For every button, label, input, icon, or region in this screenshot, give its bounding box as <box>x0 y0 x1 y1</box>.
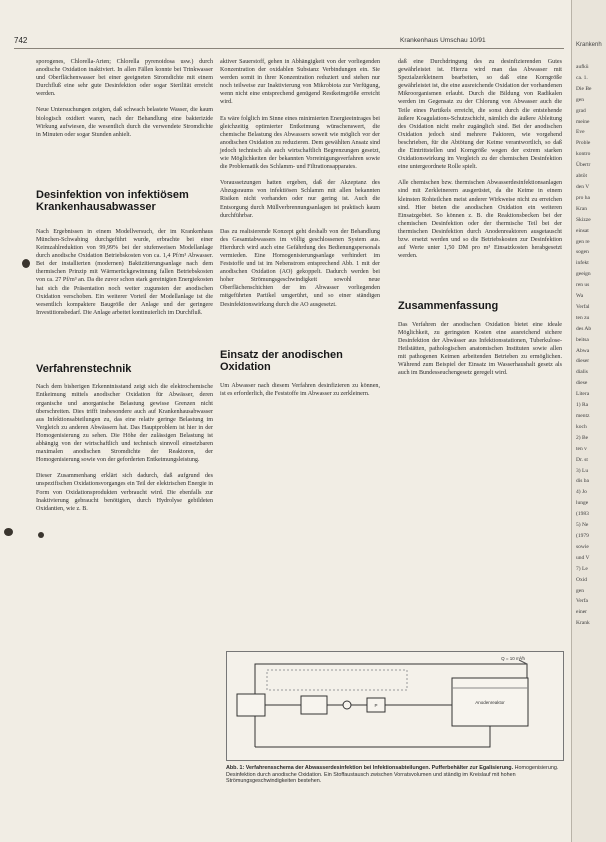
edge-line: gen <box>576 96 584 103</box>
flow-schematic <box>227 652 563 760</box>
edge-line: aufkü <box>576 64 589 70</box>
edge-line: koch <box>576 423 587 430</box>
paragraph: daß eine Durchdringung des zu desinfizierenden Gutes gewährleistet ist. Hierzu wird man das Abwasser mit Spezialzerkleinern bearbeiten, so daß eine Korngröße gewährleistet ist, die eine ausreichende Oxidation der vorhandenen Mikroorganismen erlaubt. Durch die Bildung von Radikalen werden im Gegensatz zu der Chlorung von Abwasser auch die Teile eines Partikels erreicht, die sonst durch die entstehende äußere Koagulations-Schutzschicht, nämlich die äußere Ableitung des Oxidation nicht mehr zugänglich sind. Bei der anodischen Oxidation jedoch sind mehrere Faktoren, wie vorgehend beschrieben, für die Abtötung der Keime verantwortlich, so daß die Eintrittstellen und Korngröße wegen der extrem starken Oxidationswirkung im Vergleich zu der chemischen Desinfektion eine untergeordnete Rolle spielt. <box>398 59 562 171</box>
edge-line: Die Be <box>576 85 592 92</box>
caption-bold: Abb. 1: Verfahrensschema der Abwasserdesinfektion bei Infektionsabteilungen. Pufferbehälter zur Egalisierung. <box>226 765 514 771</box>
paragraph: Es wäre folglich im Sinne eines minimierten Energieeintrages bei gleichzeitig optimierter Entkeimung wünschenswert, die chemische Belastung des Abwassers soweit wie möglich vor der anodischen Oxidation zu reduzieren. Dem gewählten Ansatz sind jedoch technisch als auch wirtschaftlich Begrenzungen gesetzt, wie Möglichkeiten der bekannten Vorreinigungsverfahren sowie die Problematik des Schlamm- und Filtrationsapparates. <box>220 115 380 171</box>
ink-spot <box>22 259 30 268</box>
edge-line: den V <box>576 183 590 190</box>
edge-line: grad <box>576 107 586 114</box>
edge-line: ca. 1. <box>576 74 588 81</box>
column-2 <box>220 58 380 398</box>
edge-line: Krank <box>576 620 590 627</box>
edge-line: ten v <box>576 445 587 452</box>
edge-line: Übertr <box>576 162 591 169</box>
return-pipe <box>255 726 490 747</box>
section-heading: Verfahrenstechnik <box>36 362 132 375</box>
column-1 <box>36 58 213 513</box>
paragraph: Um Abwasser nach diesem Verfahren desinfizieren zu können, ist es erforderlich, die Feststoffe im Abwasser zu zerkleinern. <box>220 382 380 397</box>
column-3 <box>398 58 562 377</box>
edge-line: Eve <box>576 129 585 136</box>
paragraph: Das Verfahren der anodischen Oxidation bietet eine ideale Möglichkeit, zu geringsten Kosten eine ausreichend sichere Desinfektion der Abwässer aus Infektionsstationen, Tuberkulose-Heilstätten, pathologischen anatomischen Instituten sowie allen mit pathogenen Keimen arbeitenden Betrieben zu ermöglichen. Während zum Beispiel der Einsatz im Wasserhaushalt gesetz als auch im Bundesseuchengesetz geregelt wird. <box>398 321 562 377</box>
edge-line: Skizze <box>576 216 591 223</box>
edge-line: 1) Ra <box>576 402 589 409</box>
paragraph: Nach Ergebnissen in einem Modellversuch, der im Krankenhaus München-Schwabing durchgeführt wurde, erbrachte bei einer Keimzahlreduktion von 99,99% bei der stufenweisen Modellanlage durch anodische Oxidation Betriebskosten von ca. 1,4 Pf/m³ Abwasser. Bei der installierten (modernen) Baktizitierungsanlage nach dem thermischen Prinzip mit Wärmerückgewinnung fallen Betriebskosten von ca. 27 Pf/m³ an. Da die zuvor schon stark gereinigten Energiekosten hat sich die Präsentation noch weiter zugunsten der anodischen Oxidation verschoben. Ein weiterer Vorteil der Modellanlage ist die wesentlich kompaktere Baugröße der Anlage und der geringere Investitionsbedarf. Die Anlage arbeitet kontinuierlich im Durchfluß. <box>36 228 213 316</box>
figure-caption <box>226 765 562 785</box>
edge-line: Oxid <box>576 576 587 583</box>
paragraph: Dieser Zusammenhang erklärt sich dadurch, daß aufgrund des unspezifischen Oxidationsvorganges ein Teil der elektrischen Energie in Form von Oxidationsprodukten verbraucht wird. Die ebenfalls zur Inaktivierung gebraucht benötigten, durch Hydrolyse gebildeten Oxidantien, wie z. B. <box>36 473 213 512</box>
edge-line: und V <box>576 554 590 561</box>
edge-line: einsat <box>576 227 589 234</box>
page-number: 742 <box>14 36 28 45</box>
section-heading: Desinfektion von infektiösem Krankenhausabwasser <box>36 188 189 214</box>
section-heading: Einsatz der anodischen Oxidation <box>220 348 343 374</box>
edge-line: (1983 <box>576 511 589 518</box>
ink-spot <box>38 532 44 538</box>
edge-running-title: Krankenh <box>576 42 602 48</box>
edge-line: Abwa <box>576 347 590 354</box>
running-title: Krankenhaus Umschau 10/91 <box>400 37 486 44</box>
edge-line: Verfa <box>576 598 588 605</box>
paragraph: Voraussetzungen hatten ergeben, daß der Akzeptanz des Abzugsraums von infektiösen Schlamm mit allen bekannten Risiken nicht vorhanden oder nur gering ist. Auch die Entsorgung durch Müllverbrennungsanlagen ist praktisch kaum durchführbar. <box>220 180 380 219</box>
edge-line: 5) Ne <box>576 522 589 529</box>
edge-line: dialis <box>576 369 588 376</box>
edge-line: ten zu <box>576 314 590 321</box>
edge-line: dieser <box>576 358 590 365</box>
paragraph: Neue Untersuchungen zeigten, daß schwach belastete Wasser, die kaum biologisch oxidiert waren, nach der Behandlung eine bakterizide Wirkung aufwiesen, die wesentlich durch die verwendete Stromdichte in Minuten oder sogar Stunden anhielt. <box>36 107 213 138</box>
edge-line: gen re <box>576 238 590 245</box>
edge-line: ren us <box>576 282 590 289</box>
edge-line: infekt <box>576 260 589 267</box>
header-rule <box>14 48 564 49</box>
edge-line: meine <box>576 118 590 125</box>
edge-line: (1979 <box>576 532 589 539</box>
edge-line: Proble <box>576 140 591 147</box>
paragraph: Nach dem bisherigen Erkenntnisstand zeigt sich die elektrochemische Entkeimung mittels anodischer Oxidation für Abwässer, deren organische und anorganische Belastung gewisse Grenzen nicht überschreiten. Dies trifft insbesondere auch auf Krankenhausabwasser aus Infektionsabteilungen zu, das eine relativ geringe Belastung im Vergleich zu anderen Abwässern hat. Das Hauptproblem ist hier in der Homogenisierung zu sehen. Die Höhe der zulässigen Belastung ist abhängig von der wirtschaftlich und technisch sinnvoll einsetzbaren maximalen anodischen Stromdichte der Reaktoren, der Homogenisierung sowie von der geforderten Entkeimungsleistung. <box>36 384 213 464</box>
edge-line: Verfal <box>576 303 590 310</box>
edge-line: pro ha <box>576 194 590 201</box>
edge-line: 7) Le <box>576 565 588 572</box>
edge-line: 4) Jo <box>576 489 587 496</box>
edge-line: dis ba <box>576 478 589 485</box>
paragraph: aktiver Sauerstoff, gehen in Abhängigkeit von der vorliegenden Konzentration der oxidablen Substanz Verbindungen ein. Sie werden somit in ihrer Konzentration reduziert und stehen nur noch teilweise zur Inaktivierung von Mikrobiota zur Verfügung, wenn nicht eine entsprechend genügend Restkeimgröße erreicht wird. <box>220 59 380 106</box>
edge-line: des Ab <box>576 325 592 332</box>
edge-line: sowie <box>576 543 589 550</box>
edge-line: Litera <box>576 391 590 398</box>
edge-line: 2) Be <box>576 434 589 441</box>
edge-line: kontro <box>576 151 591 158</box>
paragraph: Das zu realisierende Konzept geht deshalb von der Behandlung des Gesamtabwassers im völlig geschlossenen System aus. Hierdurch wird auch eine Gefährdung des Bedienungspersonals vermieden. Eine Homogenisierungsanlage verhindert im Feststoffe und ist im Nebenstrom entsprechend Abb. 1 mit der anodischen Oxidation (AO) gekoppelt. Dadurch werden bei hoher Strömungsgeschwindigkeit sowohl neue Oberflächenschichten der im Abwasser vorliegenden mitgeführten Partikel umgerührt, und so einer ständigen Desinfektionswirkung durch die AO ausgesetzt. <box>220 228 380 308</box>
edge-line: einer <box>576 609 587 616</box>
edge-line: mentz <box>576 413 590 419</box>
paragraph: sporogenes, Chlorella-Arten; Chlorella pyrenoidosa usw.) durch anodische Oxidation inaktiviert. In allen Fällen konnte bei Trinkwasser und Oberflächenwasser bei einer geeigneten Stromdichte mit einem Durchfluß eine sehr gute Desinfektion oder sogar Sterilität erreicht werden. <box>36 59 213 98</box>
edge-text-lines <box>576 62 606 629</box>
ink-spot <box>4 528 13 536</box>
pump-label: P <box>374 703 378 708</box>
edge-line: lunge <box>576 500 589 507</box>
edge-line: beitsa <box>576 336 589 343</box>
next-page-edge <box>571 0 606 842</box>
caption-text: Homogenisierung. Desinfektion durch anodische Oxidation. Ein Stoffaustausch zwischen Vorratsvolumen und ständig im Kreislauf mit hohen Strömungsgeschwindigkeiten bestehen. <box>226 765 559 785</box>
flow-label: Q = 10 m³/h <box>501 656 525 661</box>
edge-line: Wa <box>576 293 584 300</box>
edge-line: 3) Lu <box>576 467 589 474</box>
paragraph: Alle chemischen bzw. thermischen Abwasserdesinfektionsanlagen sind mit Zerkleinerern ausgerüstet, da die Keime in einem kleinsten Rohteilchen meist anderer Wirkweise nicht zu erreichen sind. Hier bieten die anodischen Oxidation ein weiteren Einsatzgebiet. So können z. B. die Reaktionsbecken bei der chemischen Desinfektion oder der thermische Teil bei der thermischen Desinfektion durch Anodenreaktoren ausgetauscht bzw. ersetzt werden und so die Betriebskosten zur Desinfektion auf Werte unter 1,50 DM pro m³ Einsatzkosten herabgesetzt werden. <box>398 180 562 260</box>
edge-line: Kran <box>576 205 587 212</box>
edge-line: abtöt <box>576 173 587 180</box>
edge-line: geeign <box>576 271 591 278</box>
reactor-label: Anodenreaktor <box>475 700 505 705</box>
process-diagram <box>226 651 564 761</box>
edge-line: sogen <box>576 249 589 256</box>
tank-left <box>237 694 265 716</box>
tank-mid <box>301 696 327 714</box>
edge-line: Dr. st <box>576 456 588 463</box>
edge-line: diese <box>576 380 588 387</box>
edge-line: gen <box>576 587 584 594</box>
section-heading: Zusammenfassung <box>398 300 499 313</box>
